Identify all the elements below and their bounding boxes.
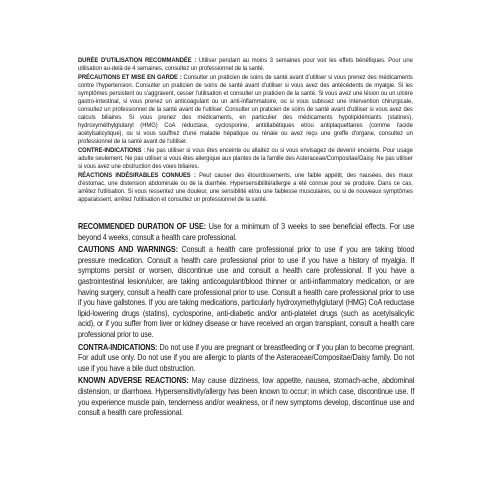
en-duration-paragraph: [78, 221, 414, 242]
en-adverse-text: May cause dizziness, low appetite, nausea, stomach-ache, abdominal distension, or diarrhoea. Hypersensitivity/allergy has been known to occur; in which case, discontinue use. If you experience muscle pain, tenderness and/or weakness, or if new symptoms develop, discontinue use and consult a health care professional.: [78, 375, 415, 418]
en-duration-heading: RECOMMENDED DURATION OF USE:: [78, 221, 206, 231]
en-contraindications-heading: CONTRA-INDICATIONS:: [78, 341, 158, 352]
fr-contraindications-heading: CONTRE-INDICATIONS: [78, 147, 142, 154]
en-cautions-heading: CAUTIONS AND WARNINGS:: [78, 244, 178, 255]
en-contraindications-text: Do not use if you are pregnant or breastfeeding or if you plan to become pregnant. For adult use only. Do not use if you are allergic to plants of the Asteraceae/Compositae/Daisy family. Do not use if you have a bile duct obstruction.: [78, 341, 415, 373]
english-section: [78, 221, 414, 418]
fr-adverse-paragraph: [78, 172, 413, 204]
fr-cautions-paragraph: [78, 74, 413, 146]
fr-cautions-text: Consulter un praticien de soins de santé avant d'utiliser si vous prenez des médicaments contre l'hypertension. Consulter un praticien de soins de santé avant d'utiliser si vous avez des antécédents de myalgie. Si les symptômes persistent ou s'aggravent, cesser l'utilisation et consulter un praticien de la santé. Si vous avez une lésion ou un ulcère gastro-intestinal, si vous prenez un anticoagulant ou un anti-inflammatoire, ou si vous subissez une intervention chirurgicale, consultez un professionnel de la santé avant de l'utiliser. Consulter un praticien de soins de santé avant d'utiliser si vous avez des calculs biliaires. Si vous prenez des médicaments, en particulier des médicaments hypolipidémiants (statines), hydroxyméthylglutaryl (HMG) CoA réductase, cyclosporine, antidiabétiques et/ou antiplaquettaires (comme l'acide acétylsalicylique), ou si vous souffrez d'une maladie hépatique ou rénale ou avez reçu une greffe d'organe, consultez un professionnel de la santé avant de l'utiliser.: [78, 74, 413, 145]
fr-adverse-heading: RÉACTIONS INDÉSIRABLES CONNUES :: [78, 172, 196, 179]
en-contraindications-paragraph: [78, 342, 414, 374]
en-adverse-heading: KNOWN ADVERSE REACTIONS:: [78, 375, 189, 386]
fr-contraindications-paragraph: [78, 147, 413, 171]
fr-adverse-text: Peut causer des étourdissements, une faible appétit, des nausées, des maux d'estomac, une distension abdominale ou de la diarrhée. Hypersensibilité/allergie a été connue pour se produire. Dans ce cas, arrêtez l'utilisation. Si vous ressentez une douleur, une sensibilité et/ou une faiblesse musculaires, ou si de nouveaux symptômes apparaissent, arrêtez l'utilisation et consultez un professionnel de la santé.: [78, 172, 413, 203]
fr-duration-heading: DURÉE D'UTILISATION RECOMMANDÉE :: [78, 57, 197, 64]
en-cautions-text: Consult a health care professional prior to use if you are taking blood pressure medication. Consult a health care professional prior to use if you have a history of myalgia. If symptoms persist or worsen, discontinue use and consult a health care professional. If you have a gastrointestinal lesion/ulcer, are taking anticoagulant/blood thinner or anti-inflammatory medication, or are having surgery, consult a health care professional prior to use. Consult a health care professional prior to use if you have gallstones. If you are taking medications, particularly hydroxymethylglutaryl (HMG) CoA reductase lipid-lowering drugs (statins), cyclosporine, anti-diabetic and/or anti-platelet drugs (such as acetylsalicylic acid), or if you suffer from liver or kidney disease or have received an organ transplant, consult a health care professional prior to use.: [78, 244, 415, 339]
fr-duration-paragraph: [78, 57, 413, 73]
fr-cautions-heading: PRÉCAUTIONS ET MISE EN GARDE :: [78, 74, 182, 81]
fr-duration-text: Utiliser pendant au moins 3 semaines pour voir les effets bénéfiques. Pour une utilisation au-delà de 4 semaines, consultez un professionnel de la santé.: [78, 57, 413, 72]
en-adverse-paragraph: [78, 375, 414, 417]
fr-contraindications-text: : Ne pas utiliser si vous êtes enceinte ou allaitez ou si vous envisagez de devenir enceinte. Pour usage adulte seulement. Ne pas utiliser si vous êtes allergique aux plantes de la famille des Asteraceae/Compositae/Daisy. Ne pas utiliser si vous avez une obstruction des voies biliaires.: [78, 147, 413, 170]
en-cautions-paragraph: [78, 244, 414, 339]
french-section: [78, 57, 413, 204]
en-duration-text: Use for a minimum of 3 weeks to see beneficial effects. For use beyond 4 weeks, consult a health care professional.: [78, 221, 415, 242]
